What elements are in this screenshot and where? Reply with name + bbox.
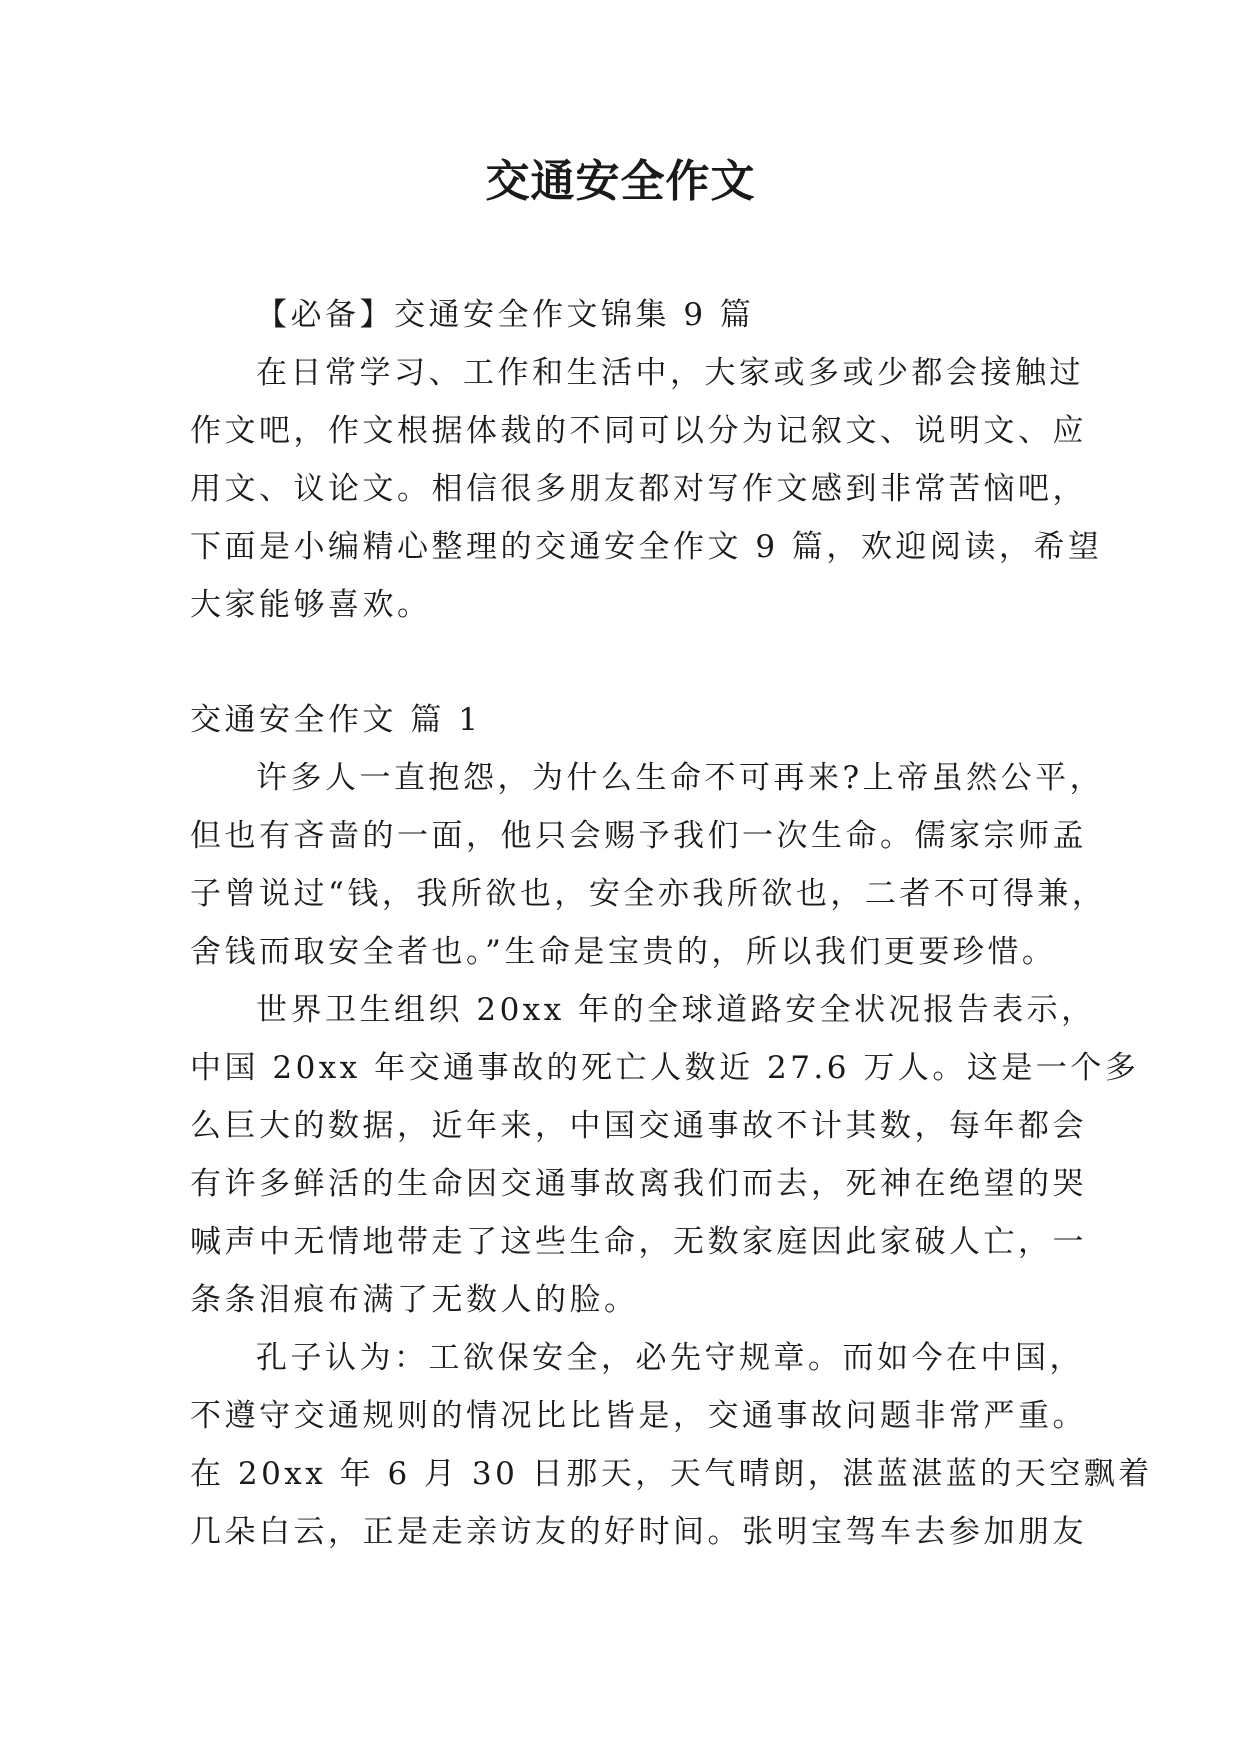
subtitle-line: 【必备】交通安全作文锦集 9 篇: [256, 297, 755, 333]
section-heading: 交通安全作文 篇 1: [190, 702, 482, 738]
text-line: 有许多鲜活的生命因交通事故离我们而去，死神在绝望的哭: [190, 1166, 1087, 1202]
text-line: 世界卫生组织 20xx 年的全球道路安全状况报告表示，: [256, 992, 1096, 1028]
text-line: 么巨大的数据，近年来，中国交通事故不计其数，每年都会: [190, 1108, 1087, 1144]
text-line: 但也有吝啬的一面，他只会赐予我们一次生命。儒家宗师孟: [190, 818, 1087, 854]
document-title: 交通安全作文: [485, 156, 756, 207]
text-line: 大家能够喜欢。: [190, 587, 432, 623]
text-line: 条条泪痕布满了无数人的脸。: [190, 1282, 639, 1318]
text-line: 下面是小编精心整理的交通安全作文 9 篇，欢迎阅读，希望: [190, 529, 1103, 565]
text-line: 在日常学习、工作和生活中，大家或多或少都会接触过: [256, 355, 1084, 391]
text-line: 孔子认为：工欲保安全，必先守规章。而如今在中国，: [256, 1340, 1084, 1376]
text-line: 作文吧，作文根据体裁的不同可以分为记叙文、说明文、应: [190, 413, 1087, 449]
text-line: 子曾说过“钱，我所欲也，安全亦我所欲也，二者不可得兼，: [190, 876, 1107, 912]
text-line: 不遵守交通规则的情况比比皆是，交通事故问题非常严重。: [190, 1398, 1087, 1434]
text-line: 中国 20xx 年交通事故的死亡人数近 27.6 万人。这是一个多: [190, 1050, 1140, 1086]
text-line: 几朵白云，正是走亲访友的好时间。张明宝驾车去参加朋友: [190, 1514, 1087, 1550]
text-line: 许多人一直抱怨，为什么生命不可再来?上帝虽然公平，: [256, 760, 1105, 796]
text-line: 在 20xx 年 6 月 30 日那天，天气晴朗，湛蓝湛蓝的天空飘着: [190, 1456, 1153, 1492]
text-line: 喊声中无情地带走了这些生命，无数家庭因此家破人亡，一: [190, 1224, 1087, 1260]
text-line: 用文、议论文。相信很多朋友都对写作文感到非常苦恼吧，: [190, 471, 1087, 507]
text-line: 舍钱而取安全者也。”生命是宝贵的，所以我们更要珍惜。: [190, 934, 1057, 970]
